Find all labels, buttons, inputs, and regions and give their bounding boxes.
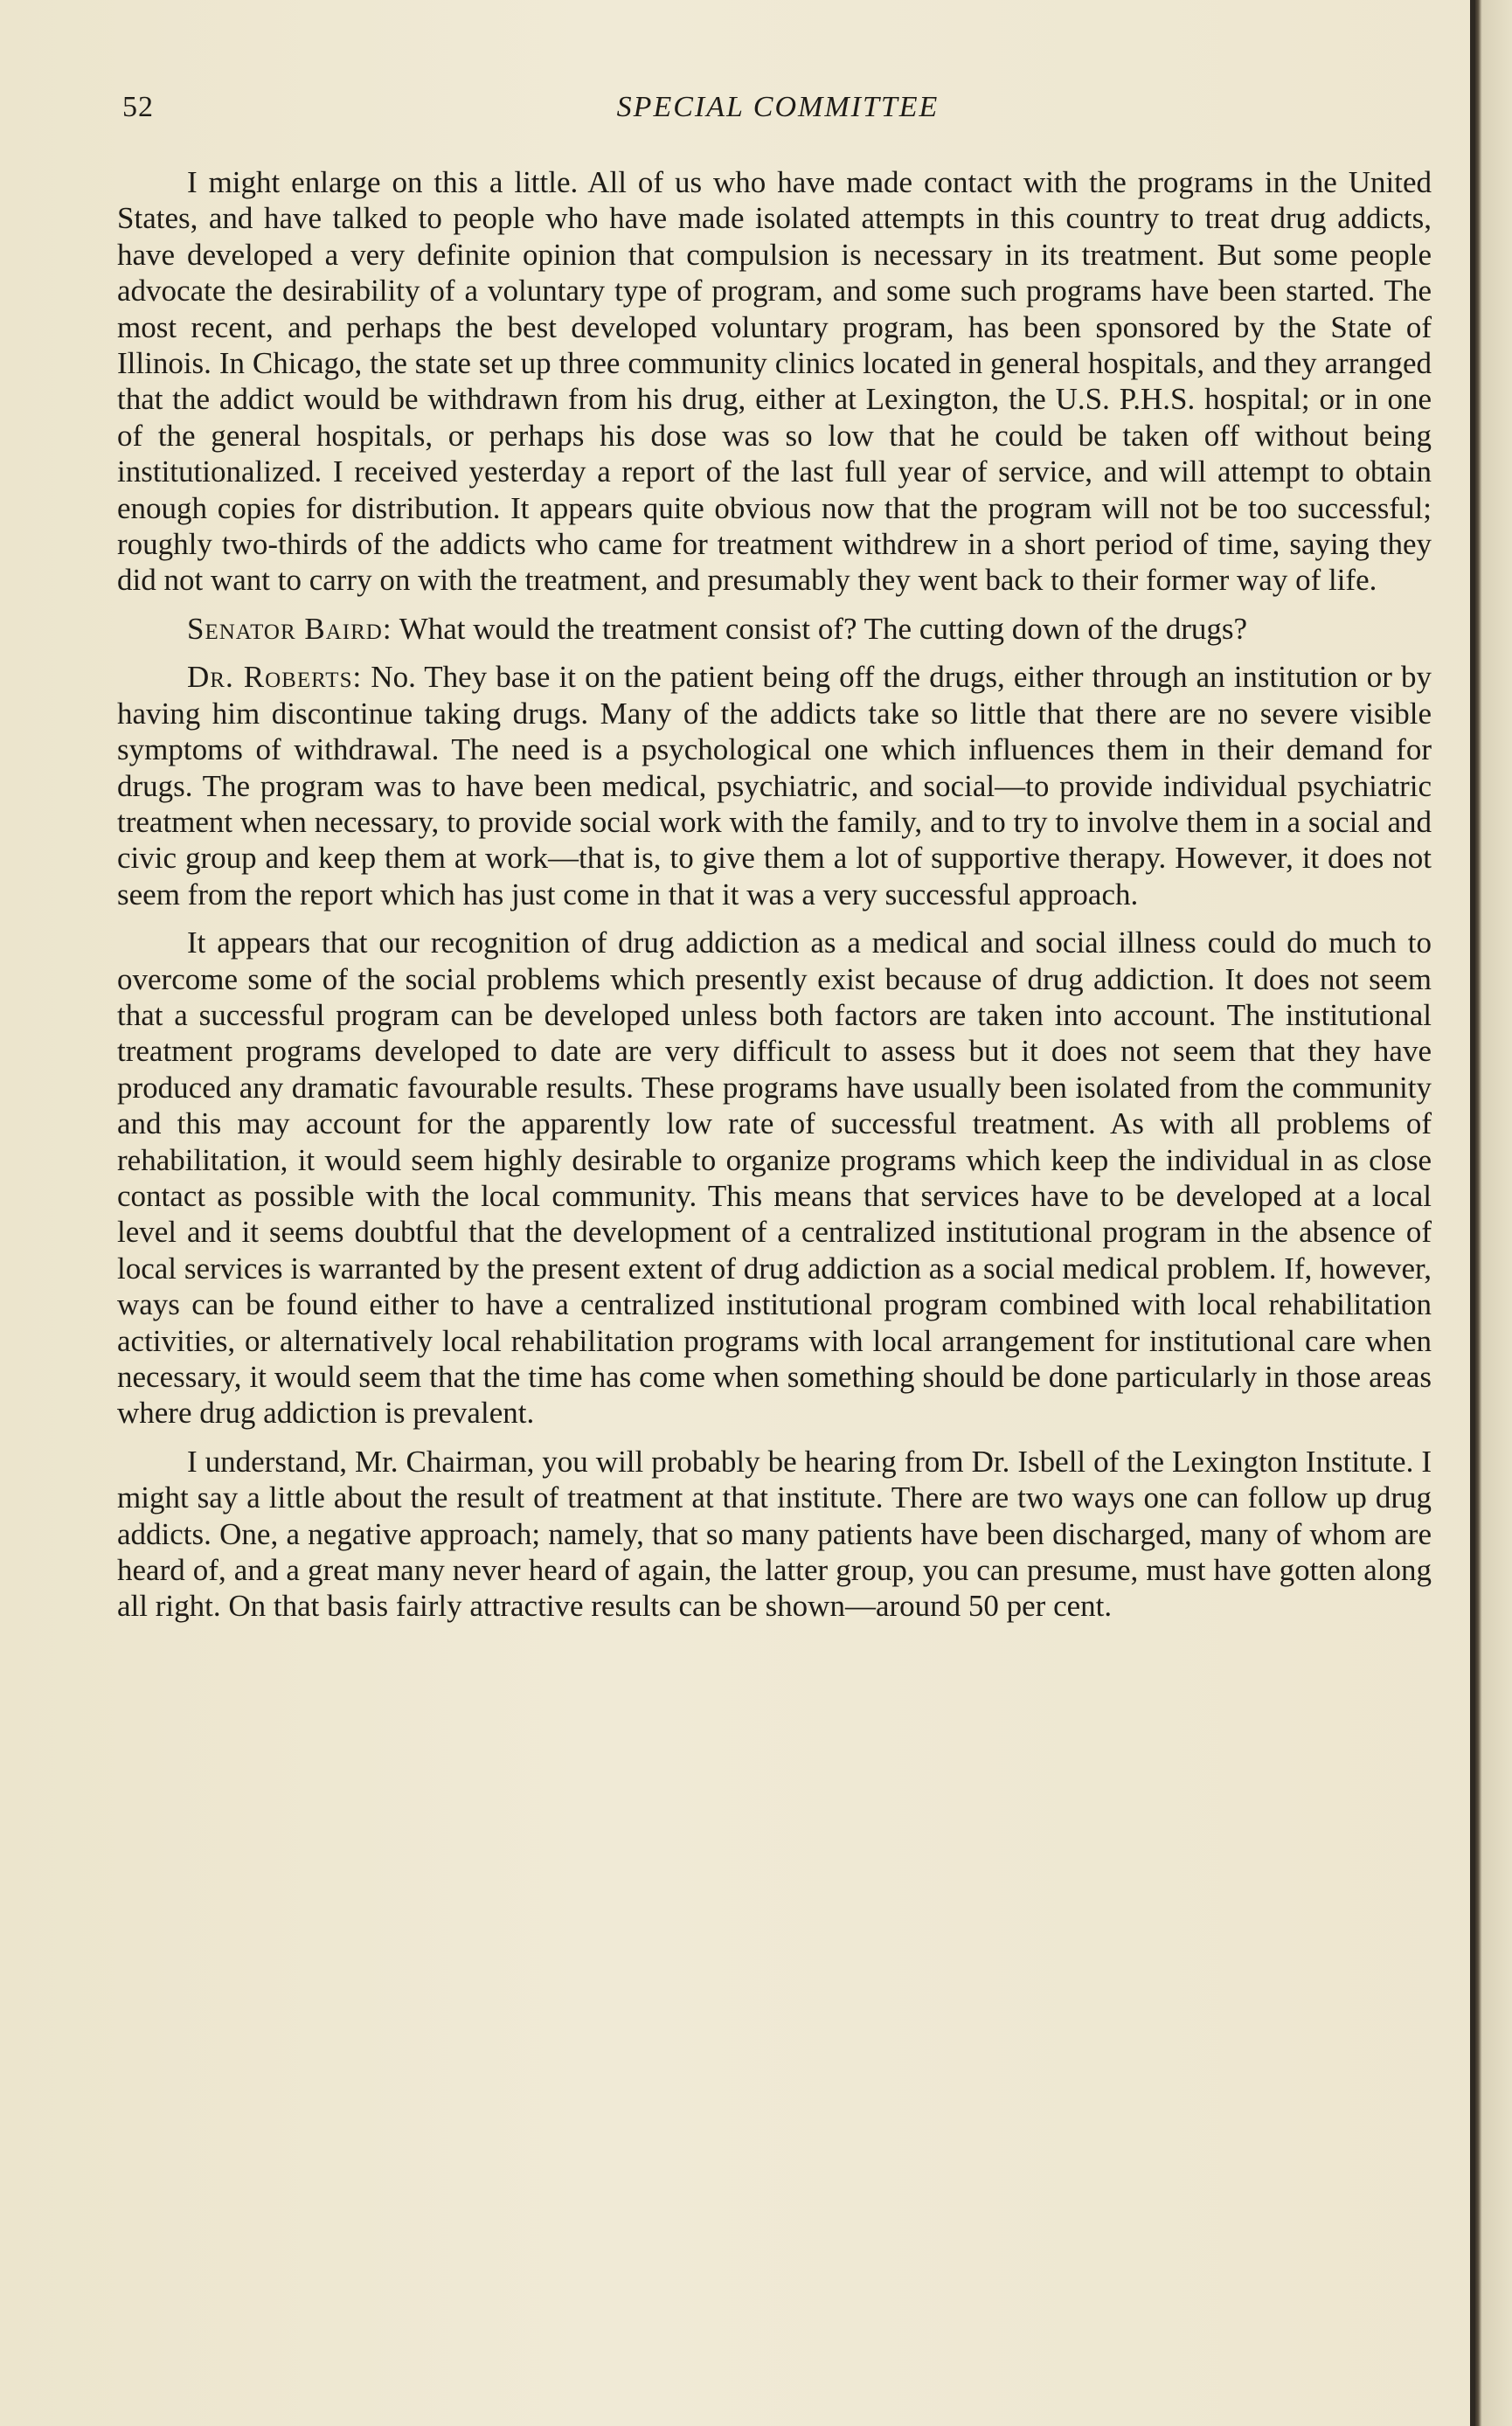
speaker-name: Dr. Roberts: <box>187 660 363 695</box>
adjacent-page-edge <box>1475 0 1512 2426</box>
running-head: SPECIAL COMMITTEE <box>616 91 940 123</box>
paragraph-text: I understand, Mr. Chairman, you will probably be hearing from Dr. Isbell of the Lexington Institute. I might say a little about the result of treatment at that institute. There are two ways one can follow up drug addicts. One, a negative approach; namely, that so many patients have been discharged, many of whom are heard of, and a great many never heard of again, the latter group, you can presume, must have gotten along all right. On that basis fairly attractive results can be shown—around 50 per cent. <box>117 1444 1432 1624</box>
paragraph <box>117 659 1432 912</box>
paragraph-text: What would the treatment consist of? The cutting down of the drugs? <box>399 611 1248 646</box>
paragraph <box>117 925 1432 1431</box>
paragraph-text: It appears that our recognition of drug addiction as a medical and social illness could do much to overcome some of the social problems which presently exist because of drug addiction. It does not seem that a successful program can be developed unless both factors are taken into account. The institutional treatment programs developed to date are very difficult to assess but it does not seem that they have produced any dramatic favourable results. These programs have usually been isolated from the community and this may account for the apparently low rate of successful treatment. As with all problems of rehabilitation, it would seem highly desirable to organize programs which keep the individual in as close contact as possible with the local community. This means that services have to be developed at a local level and it seems doubtful that the development of a centralized institutional program in the absence of local services is warranted by the present extent of drug addiction as a social medical problem. If, however, ways can be found either to have a centralized institutional program combined with local rehabilitation activities, or alternatively local rehabilitation programs with local arrangement for institutional care when necessary, it would seem that the time has come when something should be done particularly in those areas where drug addiction is prevalent. <box>117 925 1432 1431</box>
paragraph <box>117 1444 1432 1625</box>
page-number: 52 <box>122 91 154 123</box>
page-header <box>122 91 1433 129</box>
paragraph <box>117 164 1432 599</box>
paragraph-text: I might enlarge on this a little. All of us who have made contact with the programs in the United States, and have talked to people who have made isolated attempts in this country to treat drug addicts, have developed a very definite opinion that compulsion is necessary in its treatment. But some people advocate the desirability of a voluntary type of program, and some such programs have been started. The most recent, and perhaps the best developed voluntary program, has been sponsored by the State of Illinois. In Chicago, the state set up three community clinics located in general hospitals, and they arranged that the addict would be withdrawn from his drug, either at Lexington, the U.S. P.H.S. hospital; or in one of the general hospitals, or perhaps his dose was so low that he could be taken off without being institutionalized. I received yesterday a report of the last full year of service, and will attempt to obtain enough copies for distribution. It appears quite obvious now that the program will not be too successful; roughly two-thirds of the addicts who came for treatment withdrew in a short period of time, saying they did not want to carry on with the treatment, and presumably they went back to their former way of life. <box>117 165 1432 598</box>
paragraph-text: No. They base it on the patient being off the drugs, either through an institution or by having him discontinue taking drugs. Many of the addicts take so little that there are no severe visible symptoms of withdrawal. The need is a psychological one which influences them in their demand for drugs. The program was to have been medical, psychiatric, and social—to provide individual psychiatric treatment when necessary, to provide social work with the family, and to try to involve them in a social and civic group and keep them at work—that is, to give them a lot of supportive therapy. However, it does not seem from the report which has just come in that it was a very successful approach. <box>117 660 1432 911</box>
body-text <box>117 164 1432 1637</box>
paragraph <box>117 611 1432 647</box>
speaker-name: Senator Baird: <box>187 611 392 646</box>
